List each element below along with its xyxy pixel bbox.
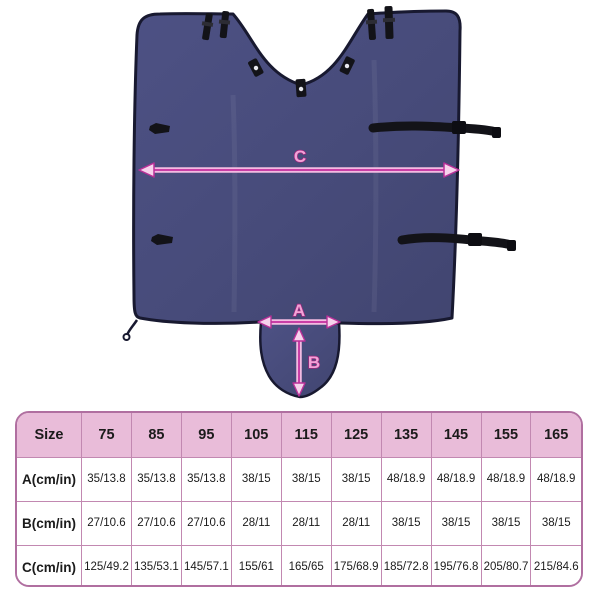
table-cell: 48/18.9 xyxy=(431,457,481,501)
size-table-header-cell: 115 xyxy=(281,413,331,457)
size-table-header-cell: 145 xyxy=(431,413,481,457)
table-cell: 125/49.2 xyxy=(82,545,132,587)
table-cell: 38/15 xyxy=(431,501,481,545)
table-cell: 35/13.8 xyxy=(181,457,231,501)
table-cell: 135/53.1 xyxy=(131,545,181,587)
table-cell: 27/10.6 xyxy=(131,501,181,545)
table-cell: 145/57.1 xyxy=(181,545,231,587)
size-table-header-cell: 155 xyxy=(481,413,531,457)
measurement-label-a: A xyxy=(292,301,306,320)
table-cell: 38/15 xyxy=(481,501,531,545)
size-table-header-cell: 165 xyxy=(531,413,581,457)
table-cell: 27/10.6 xyxy=(181,501,231,545)
table-cell: 38/15 xyxy=(331,457,381,501)
table-cell: 185/72.8 xyxy=(381,545,431,587)
table-cell: 35/13.8 xyxy=(131,457,181,501)
table-cell: 48/18.9 xyxy=(381,457,431,501)
table-cell: 48/18.9 xyxy=(481,457,531,501)
measurement-label-b: B xyxy=(307,353,321,372)
measurement-label-c: C xyxy=(293,147,307,166)
size-table-header-cell: 125 xyxy=(331,413,381,457)
size-table xyxy=(15,411,583,587)
size-table-header-cell: 95 xyxy=(181,413,231,457)
size-table-row-b xyxy=(17,501,581,545)
row-label: A(cm/in) xyxy=(17,457,82,501)
table-cell: 38/15 xyxy=(281,457,331,501)
table-cell: 28/11 xyxy=(331,501,381,545)
table-cell: 38/15 xyxy=(531,501,581,545)
table-cell: 175/68.9 xyxy=(331,545,381,587)
table-cell: 205/80.7 xyxy=(481,545,531,587)
table-cell: 215/84.6 xyxy=(531,545,581,587)
size-table-header-cell: 85 xyxy=(131,413,181,457)
size-table-header-cell: 105 xyxy=(231,413,281,457)
size-table-row-c xyxy=(17,545,581,587)
table-cell: 38/15 xyxy=(381,501,431,545)
table-cell: 27/10.6 xyxy=(82,501,132,545)
table-cell: 195/76.8 xyxy=(431,545,481,587)
size-table-header-cell: Size xyxy=(17,413,82,457)
size-table-row-a xyxy=(17,457,581,501)
table-cell: 28/11 xyxy=(281,501,331,545)
size-table-header-cell: 75 xyxy=(82,413,132,457)
table-cell: 28/11 xyxy=(231,501,281,545)
table-cell: 155/61 xyxy=(231,545,281,587)
row-label: C(cm/in) xyxy=(17,545,82,587)
size-table-header-row xyxy=(17,413,581,457)
zipper-pull xyxy=(124,320,138,340)
size-table-header-cell: 135 xyxy=(381,413,431,457)
table-cell: 35/13.8 xyxy=(82,457,132,501)
row-label: B(cm/in) xyxy=(17,501,82,545)
table-cell: 165/65 xyxy=(281,545,331,587)
table-cell: 48/18.9 xyxy=(531,457,581,501)
table-cell: 38/15 xyxy=(231,457,281,501)
